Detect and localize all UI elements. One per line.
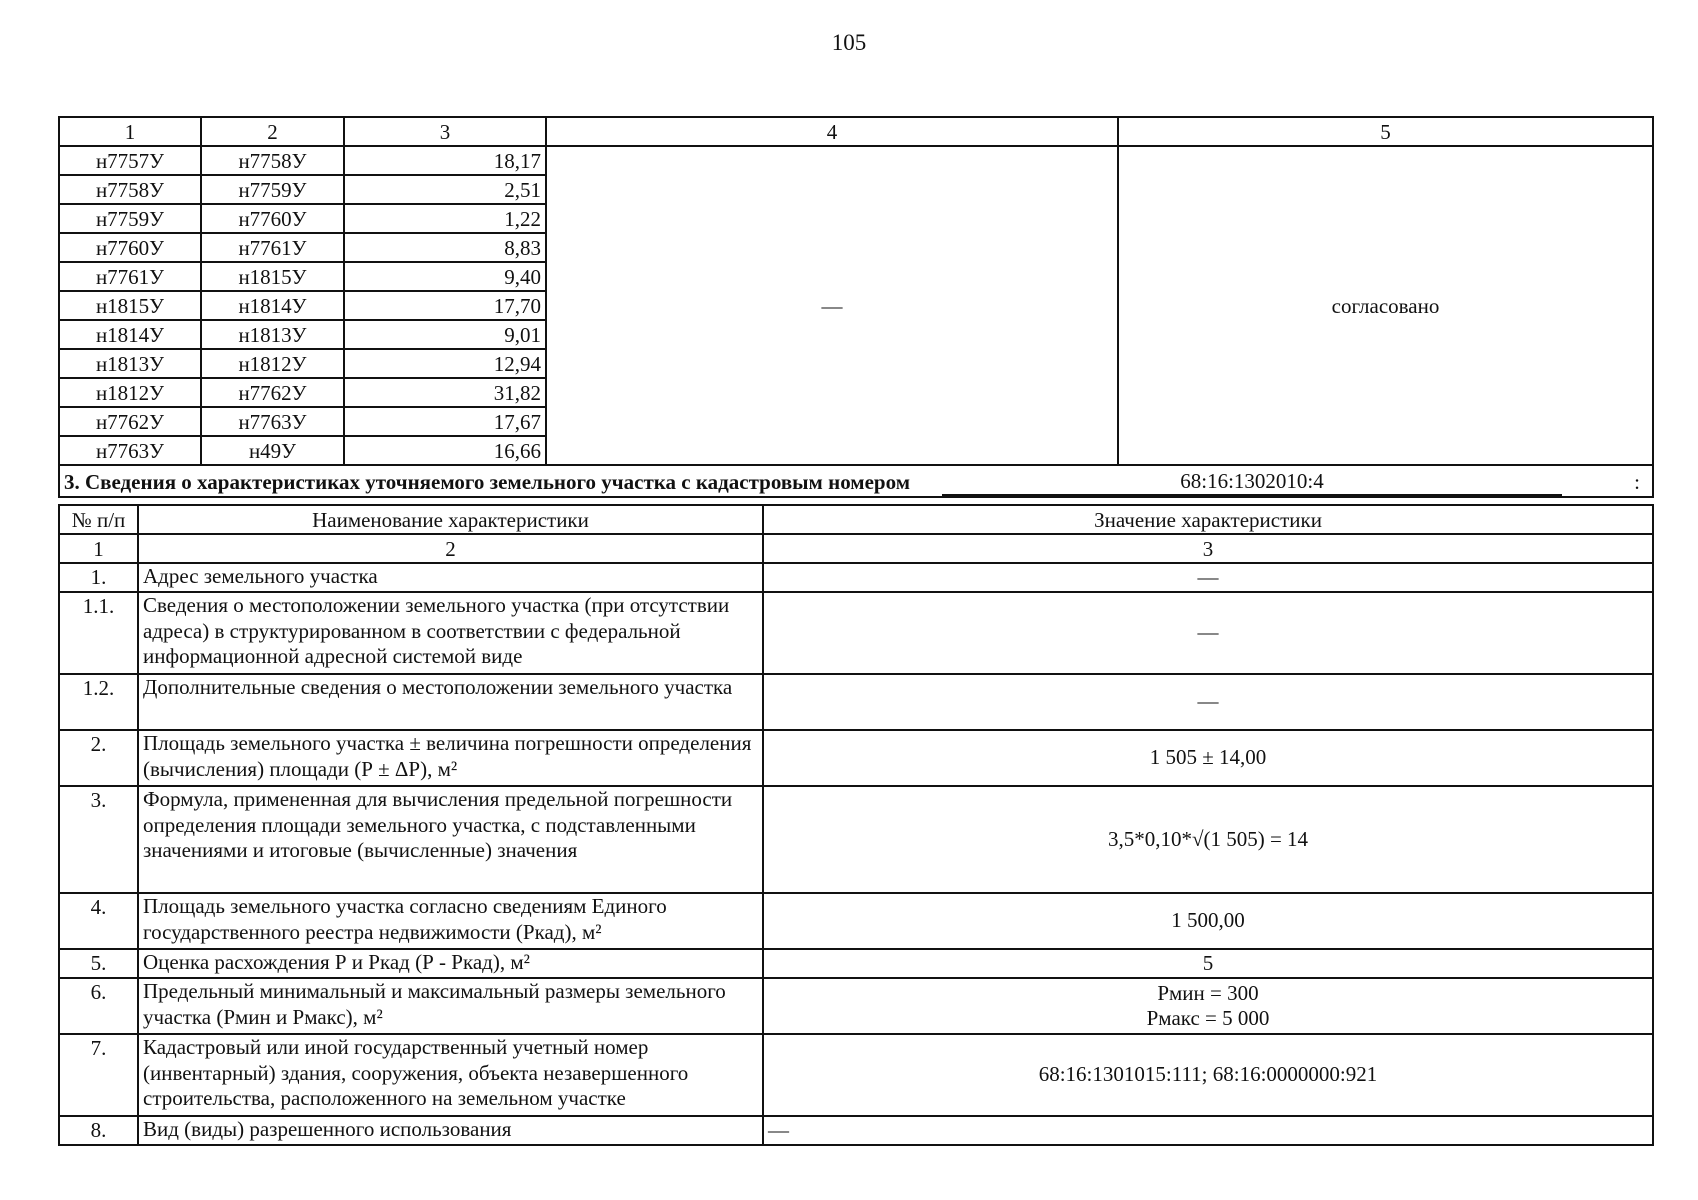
- characteristic-name: Предельный минимальный и максимальный размеры земельного участка (Рмин и Рмакс), м²: [138, 978, 763, 1034]
- min-size-value: Рмин = 300: [1157, 980, 1259, 1005]
- characteristic-value: —: [763, 1116, 1653, 1145]
- point-from: н1815У: [59, 291, 201, 320]
- table2-colnum-cell: 3: [763, 534, 1653, 563]
- segment-length: 17,70: [344, 291, 546, 320]
- table-row: [59, 592, 1653, 674]
- row-number: 1.1.: [59, 592, 138, 674]
- characteristic-value: 68:16:1301015:111; 68:16:0000000:921: [763, 1034, 1653, 1116]
- segment-length: 1,22: [344, 204, 546, 233]
- row-number: 5.: [59, 949, 138, 978]
- table-row: [59, 674, 1653, 730]
- characteristic-value: 3,5*0,10*√(1 505) = 14: [763, 786, 1653, 893]
- table1-header-cell: 5: [1118, 117, 1653, 146]
- point-from: н1812У: [59, 378, 201, 407]
- section-title: 3. Сведения о характеристиках уточняемого земельного участка с кадастровым номером: [64, 470, 911, 494]
- point-from: н7759У: [59, 204, 201, 233]
- point-to: н1813У: [201, 320, 344, 349]
- row-number: 8.: [59, 1116, 138, 1145]
- point-from: н7762У: [59, 407, 201, 436]
- point-from: н7758У: [59, 175, 201, 204]
- table2-colnum-row: [59, 534, 1653, 563]
- page-number: 105: [831, 30, 867, 55]
- segment-length: 9,40: [344, 262, 546, 291]
- approval-status-cell: согласовано: [1118, 146, 1653, 465]
- table1-header-cell: 1: [59, 117, 201, 146]
- characteristic-value: —: [763, 674, 1653, 730]
- section-caption-cell: [59, 465, 1653, 497]
- characteristic-value: 5: [763, 949, 1653, 978]
- segment-length: 31,82: [344, 378, 546, 407]
- table1-header-cell: 3: [344, 117, 546, 146]
- point-to: н1812У: [201, 349, 344, 378]
- characteristics-table: [58, 504, 1654, 1146]
- table2-header-cell: Наименование характеристики: [138, 505, 763, 534]
- characteristic-name: Формула, примененная для вычисления предельной погрешности определения площади земельного участка, с подставленными значениями и итоговые (вычисленные) значения: [138, 786, 763, 893]
- max-size-value: Рмакс = 5 000: [1146, 1006, 1270, 1030]
- segment-length: 18,17: [344, 146, 546, 175]
- point-from: н7757У: [59, 146, 201, 175]
- segment-length: 8,83: [344, 233, 546, 262]
- characteristic-name: Сведения о местоположении земельного участка (при отсутствии адреса) в структурированном в соответствии с федеральной информационной адресной системой виде: [138, 592, 763, 674]
- segment-length: 12,94: [344, 349, 546, 378]
- point-to: н1814У: [201, 291, 344, 320]
- table2-colnum-cell: 1: [59, 534, 138, 563]
- col4-merged-cell: —: [546, 146, 1118, 465]
- point-to: н7762У: [201, 378, 344, 407]
- characteristic-name: Оценка расхождения Р и Ркад (Р - Ркад), м²: [138, 949, 763, 978]
- table-row: [59, 949, 1653, 978]
- point-from: н1814У: [59, 320, 201, 349]
- segment-length: 2,51: [344, 175, 546, 204]
- characteristic-name: Площадь земельного участка ± величина погрешности определения (вычисления) площади (Р ± ΔР), м²: [138, 730, 763, 786]
- row-number: 2.: [59, 730, 138, 786]
- row-number: 4.: [59, 893, 138, 949]
- row-number: 1.2.: [59, 674, 138, 730]
- table-row: [59, 563, 1653, 592]
- table2-header-cell: Значение характеристики: [763, 505, 1653, 534]
- point-to: н7758У: [201, 146, 344, 175]
- table-row: [59, 1034, 1653, 1116]
- segment-length: 9,01: [344, 320, 546, 349]
- table1-header-cell: 4: [546, 117, 1118, 146]
- row-number: 1.: [59, 563, 138, 592]
- characteristic-value: —: [763, 592, 1653, 674]
- row-number: 7.: [59, 1034, 138, 1116]
- point-to: н7761У: [201, 233, 344, 262]
- characteristic-name: Площадь земельного участка согласно сведениям Единого государственного реестра недвижимости (Ркад), м²: [138, 893, 763, 949]
- section-colon: :: [1634, 470, 1640, 494]
- characteristic-value: [763, 978, 1653, 1034]
- table2-colnum-cell: 2: [138, 534, 763, 563]
- table1-header-cell: 2: [201, 117, 344, 146]
- point-to: н1815У: [201, 262, 344, 291]
- point-to: н7763У: [201, 407, 344, 436]
- point-to: н7760У: [201, 204, 344, 233]
- table-row: [59, 1116, 1653, 1145]
- segment-length: 16,66: [344, 436, 546, 465]
- table-row: [59, 730, 1653, 786]
- row-number: 3.: [59, 786, 138, 893]
- section-caption-row: [59, 465, 1653, 497]
- cadastral-number: 68:16:1302010:4: [942, 469, 1562, 496]
- characteristic-name: Адрес земельного участка: [138, 563, 763, 592]
- characteristic-value: 1 505 ± 14,00: [763, 730, 1653, 786]
- table-row: [59, 146, 1653, 175]
- point-from: н7763У: [59, 436, 201, 465]
- point-to: н49У: [201, 436, 344, 465]
- characteristic-value: —: [763, 563, 1653, 592]
- table-row: [59, 978, 1653, 1034]
- characteristic-value: 1 500,00: [763, 893, 1653, 949]
- segment-length: 17,67: [344, 407, 546, 436]
- point-from: н7760У: [59, 233, 201, 262]
- characteristic-name: Вид (виды) разрешенного использования: [138, 1116, 763, 1145]
- point-to: н7759У: [201, 175, 344, 204]
- characteristic-name: Дополнительные сведения о местоположении земельного участка: [138, 674, 763, 730]
- table2-header-cell: № п/п: [59, 505, 138, 534]
- table-row: [59, 786, 1653, 893]
- boundary-segments-table: [58, 116, 1654, 498]
- point-from: н7761У: [59, 262, 201, 291]
- table1-header-row: [59, 117, 1653, 146]
- point-from: н1813У: [59, 349, 201, 378]
- table2-header-row: [59, 505, 1653, 534]
- characteristic-name: Кадастровый или иной государственный учетный номер (инвентарный) здания, сооружения, объекта незавершенного строительства, расположенного на земельном участке: [138, 1034, 763, 1116]
- row-number: 6.: [59, 978, 138, 1034]
- table-row: [59, 893, 1653, 949]
